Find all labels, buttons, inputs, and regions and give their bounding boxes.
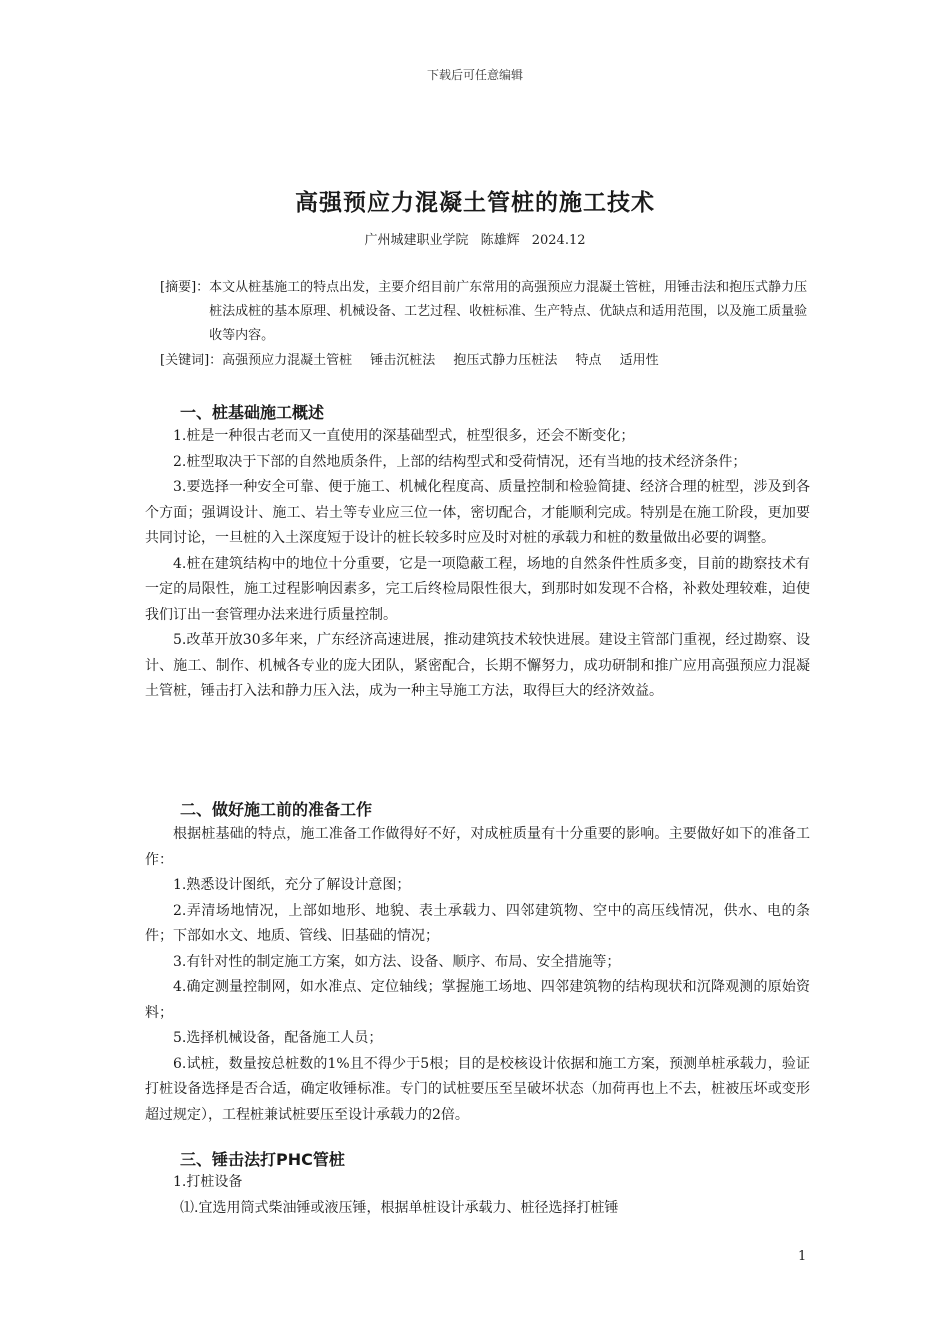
paragraph: 1.熟悉设计图纸，充分了解设计意图； <box>173 877 411 893</box>
page-number: 1 <box>798 1249 807 1264</box>
paragraph: ⑴.宜选用筒式柴油锤或液压锤，根据单桩设计承载力、桩径选择打桩锤 <box>180 1199 619 1216</box>
paragraph: 3.有针对性的制定施工方案，如方法、设备、顺序、布局、安全措施等； <box>173 953 621 970</box>
section-title-3: 三、锤击法打PHC管桩 <box>180 1150 345 1169</box>
paragraph: 6.试桩，数量按总桩数的1%且不得少于5根；目的是校核设计依据和施工方案，预测单桩承载力，验证打桩设备选择是否合适，确定收锤标准。专门的试桩要压至呈破坏状态（加荷再也上不去，桩被压坏或变形超过规定），工程桩兼试桩要压至设计承载力的2倍。 <box>145 1055 810 1123</box>
page-title: 高强预应力混凝土管桩的施工技术 <box>295 190 655 216</box>
section-title-2: 二、做好施工前的准备工作 <box>180 800 373 819</box>
paragraph: 1.桩是一种很古老而又一直使用的深基础型式，桩型很多，还会不断变化； <box>173 428 635 444</box>
section-title-1: 一、桩基础施工概述 <box>180 403 325 422</box>
byline: 广州城建职业学院 陈雄辉 2024.12 <box>364 233 586 248</box>
abstract <box>160 276 810 348</box>
paragraph: 根据桩基础的特点，施工准备工作做得好不好，对成桩质量有十分重要的影响。主要做好如下的准备工作： <box>145 826 810 868</box>
paragraph: 5.选择机械设备，配备施工人员； <box>173 1030 383 1046</box>
paragraph: 2.桩型取决于下部的自然地质条件，上部的结构型式和受荷情况，还有当地的技术经济条件； <box>173 453 747 470</box>
header-note: 下载后可任意编辑 <box>426 68 523 82</box>
section-body-2 <box>145 822 810 1128</box>
abstract-text: 本文从桩基施工的特点出发，主要介绍目前广东常用的高强预应力混凝土管桩，用锤击法和抱压式静力压桩法成桩的基本原理、机械设备、工艺过程、收桩标准、生产特点、优缺点和适用范围，以及施工质量验收等内容。 <box>209 280 808 343</box>
paragraph: 2.弄清场地情况，上部如地形、地貌、表土承载力、四邻建筑物、空中的高压线情况，供水、电的条件；下部如水文、地质、管线、旧基础的情况； <box>145 902 810 944</box>
section-body-3 <box>145 1170 810 1221</box>
keywords: [关键词]：高强预应力混凝土管桩 锤击沉桩法 抱压式静力压桩法 特点 适用性 <box>160 353 659 368</box>
paragraph: 5.改革开放30多年来，广东经济高速进展，推动建筑技术较快进展。建设主管部门重视，经过勘察、设计、施工、制作、机械各专业的庞大团队，紧密配合，长期不懈努力，成功研制和推广应用高强预应力混凝土管桩，锤击打入法和静力压入法，成为一种主导施工方法，取得巨大的经济效益。 <box>145 632 810 699</box>
paragraph: 3.要选择一种安全可靠、便于施工、机械化程度高、质量控制和检验简捷、经济合理的桩型，涉及到各个方面；强调设计、施工、岩土等专业应三位一体，密切配合，才能顺利完成。特别是在施工阶段，更加要共同讨论，一旦桩的入土深度短于设计的桩长较多时应及时对桩的承载力和桩的数量做出必要的调整。 <box>145 479 810 546</box>
section-body-1 <box>145 424 810 705</box>
paragraph: 4.桩在建筑结构中的地位十分重要，它是一项隐蔽工程，场地的自然条件性质多变，目前的勘察技术有一定的局限性，施工过程影响因素多，完工后终检局限性很大，到那时如发现不合格，补救处理较难，迫使我们订出一套管理办法来进行质量控制。 <box>145 555 810 623</box>
abstract-tag: [摘要]： <box>160 280 210 295</box>
paragraph: 1.打桩设备 <box>173 1174 243 1190</box>
paragraph: 4.确定测量控制网，如水准点、定位轴线；掌握施工场地、四邻建筑物的结构现状和沉降观测的原始资料； <box>145 979 810 1021</box>
